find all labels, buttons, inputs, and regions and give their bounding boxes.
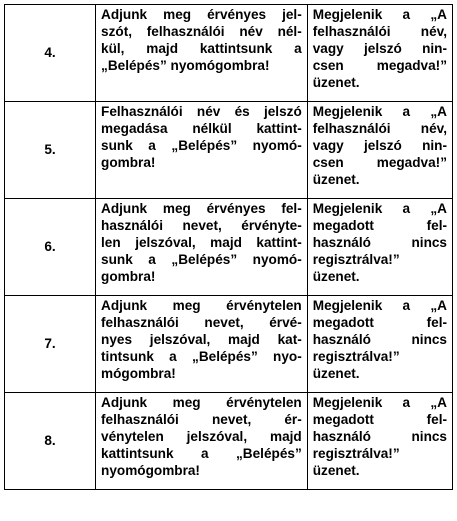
test-case-expected-result [307,199,452,296]
test-case-expected-result [307,393,452,490]
description-line: Adjunk meg érvénytelen [101,298,302,313]
test-case-description [96,102,308,199]
table-row [5,5,453,102]
description-line: kül, majd kattintsunk a [101,41,302,56]
result-line: regisztrálva!” [312,349,400,364]
description-line: mógombra! [101,366,176,381]
table-row [5,199,453,296]
description-line: felhasználói nevet, érvé- [101,315,302,330]
description-line: gombra! [101,269,156,284]
description-line: nyomógombra! [101,463,200,478]
result-line: Megjelenik a „A [312,298,447,313]
description-line: Adjunk meg érvényes fel- [101,201,302,216]
description-line: Adjunk meg érvénytelen [101,395,302,410]
result-line: Megjelenik a „A [312,201,447,216]
test-case-expected-result [307,296,452,393]
description-line: megadása nélkül kattint- [101,121,302,136]
result-line: megadott fel- [312,412,447,427]
result-line: vagy jelszó nin- [312,138,447,153]
result-line: Megjelenik a „A [312,7,447,22]
description-line: Felhasználói név és jelszó [101,104,302,119]
test-case-number: 5. [5,102,96,199]
description-line: nyes jelszóval, majd kat- [101,332,302,347]
description-line: sunk a „Belépés” nyomó- [101,138,302,153]
result-line: használó nincs [312,235,447,250]
test-case-number: 8. [5,393,96,490]
result-line: üzenet. [312,366,360,381]
test-case-description [96,393,308,490]
result-line: üzenet. [312,75,360,90]
description-line: vénytelen jelszóval, majd [101,429,302,444]
table-row [5,296,453,393]
test-case-number: 7. [5,296,96,393]
description-line: gombra! [101,155,156,170]
description-line: Adjunk meg érvényes jel- [101,7,302,22]
description-line: sunk a „Belépés” nyomó- [101,252,302,267]
result-line: regisztrálva!” [312,446,400,461]
result-line: felhasználói név, [312,24,447,39]
description-line: használói nevet, érvényte- [101,218,302,233]
test-case-number: 4. [5,5,96,102]
result-line: üzenet. [312,463,360,478]
description-line: felhasználói nevet, ér- [101,412,302,427]
table-row [5,393,453,490]
result-line: használó nincs [312,429,447,444]
test-case-table [4,4,453,490]
description-line: szót, felhasználói név nél- [101,24,302,39]
result-line: felhasználói név, [312,121,447,136]
result-line: üzenet. [312,269,360,284]
test-case-expected-result [307,102,452,199]
result-line: használó nincs [312,332,447,347]
result-line: Megjelenik a „A [312,104,447,119]
test-case-expected-result [307,5,452,102]
result-line: csen megadva!” [312,58,447,73]
result-line: vagy jelszó nin- [312,41,447,56]
test-case-table-body [5,5,453,490]
test-case-description [96,5,308,102]
result-line: üzenet. [312,172,360,187]
test-case-description [96,199,308,296]
result-line: csen megadva!” [312,155,447,170]
description-line: „Belépés” nyomógombra! [101,58,270,73]
description-line: len jelszóval, majd kattint- [101,235,302,250]
test-case-number: 6. [5,199,96,296]
test-case-description [96,296,308,393]
result-line: megadott fel- [312,315,447,330]
table-row [5,102,453,199]
result-line: megadott fel- [312,218,447,233]
description-line: kattintsunk a „Belépés” [101,446,302,461]
result-line: regisztrálva!” [312,252,400,267]
result-line: Megjelenik a „A [312,395,447,410]
description-line: tintsunk a „Belépés” nyo- [101,349,302,364]
